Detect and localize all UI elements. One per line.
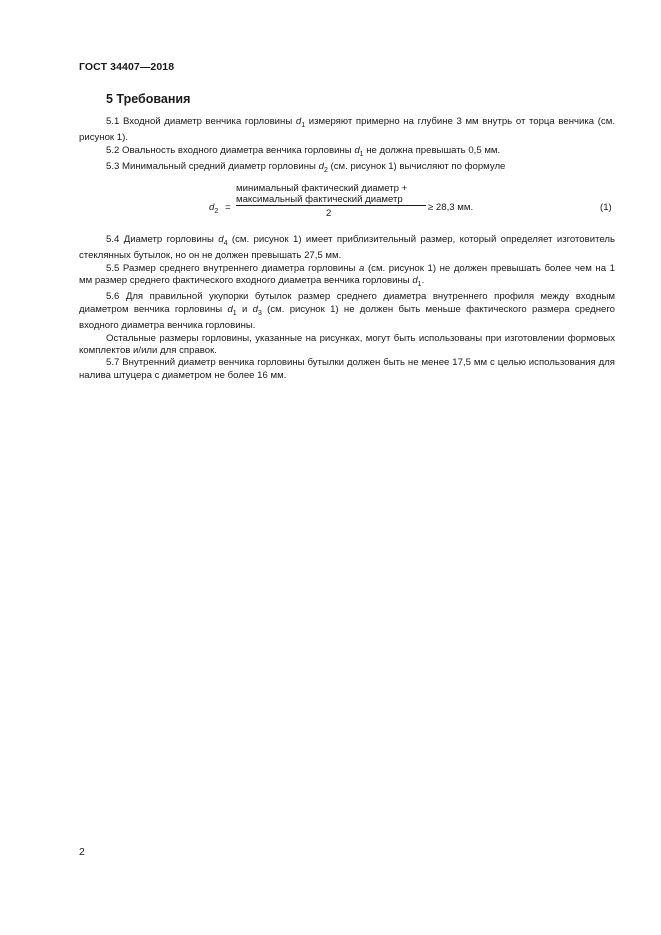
text-block-bottom xyxy=(79,234,615,382)
paragraph-other-dimensions: Остальные размеры горловины, указанные на рисунках, могут быть использованы при изготовлении формовых комплектов и/или для справок. xyxy=(79,332,615,356)
formula-numerator-line1: минимальный фактический диаметр + xyxy=(236,183,408,194)
formula-lhs: $d_2$ xyxy=(209,202,219,215)
fraction-bar xyxy=(236,205,426,206)
formula-1 xyxy=(0,183,661,223)
paragraph-5-7: 5.7 Внутренний диаметр венчика горловины бутылки должен быть не менее 17,5 мм с целью использования для налива штуцера с диаметром не более 16 мм. xyxy=(79,357,615,381)
paragraph-5-6: 5.6 Для правильной укупорки бутылок размер среднего диаметра внутреннего профиля между входным диаметром венчика горловины $d_1$ и $d_3$ (см. рисунок 1) не должен быть меньше фактического размера среднего входного диаметра венчика горловины. xyxy=(79,291,615,332)
standard-designation: ГОСТ 34407—2018 xyxy=(79,61,175,73)
paragraph-5-4: 5.4 Диаметр горловины $d_4$ (см. рисунок 1) имеет приблизительный размер, который определяет изготовитель стеклянных бутылок, но он не должен превышать 27,5 мм. xyxy=(79,234,615,262)
formula-denominator: 2 xyxy=(326,208,332,219)
formula-fraction xyxy=(236,183,426,219)
formula-number: (1) xyxy=(600,202,612,213)
paragraph-5-2: 5.2 Овальность входного диаметра венчика горловины $d_1$ не должна превышать 0,5 мм. xyxy=(106,144,501,158)
section-title: 5 Требования xyxy=(106,92,191,106)
formula-equals: = xyxy=(225,202,231,213)
paragraph-5-5: 5.5 Размер среднего внутреннего диаметра горловины a (см. рисунок 1) не должен превышать более чем на 1 мм размер среднего фактического входного диаметра венчика горловины $d_1$. xyxy=(79,262,615,289)
page-number: 2 xyxy=(79,846,85,858)
formula-rhs: ≥ 28,3 мм. xyxy=(428,202,474,213)
paragraph-5-3: 5.3 Минимальный средний диаметр горловины $d_2$ (см. рисунок 1) вычисляют по формуле xyxy=(106,161,506,174)
formula-numerator-line2: максимальный фактический диаметр xyxy=(236,194,403,205)
var-d1: d xyxy=(295,116,302,127)
paragraph-5-1: 5.1 Входной диаметр венчика горловины $d_1$ измеряют примерно на глубине 3 мм внутрь от торца венчика (см. рисунок 1). xyxy=(79,116,615,144)
text-block-top xyxy=(79,116,615,177)
